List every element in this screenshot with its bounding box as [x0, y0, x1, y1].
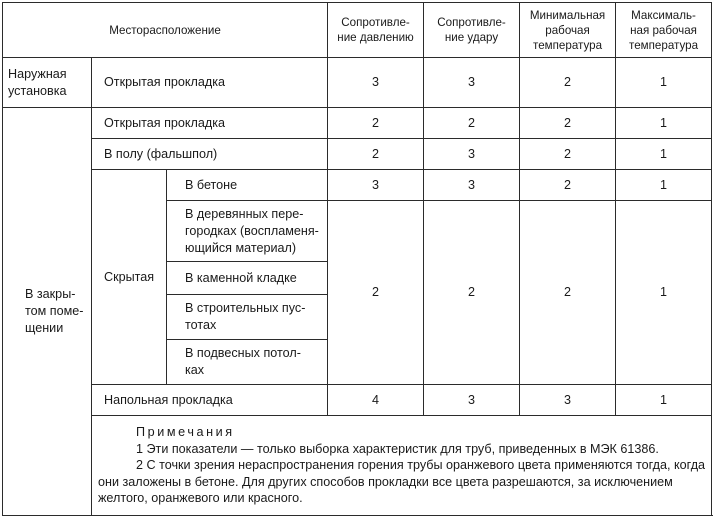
table-row: [3, 58, 712, 108]
notes-title: Примечания: [136, 425, 235, 440]
cell-impact: 3: [424, 385, 520, 416]
cell-impact: 2: [424, 201, 520, 385]
row-label: Открытая прокладка: [92, 108, 328, 139]
cell-pressure: 4: [328, 385, 424, 416]
table-row: [3, 108, 712, 139]
table-row: [3, 385, 712, 416]
cell-min-temp: 3: [520, 385, 616, 416]
cell-impact: 2: [424, 108, 520, 139]
cell-max-temp: 1: [616, 201, 712, 385]
cell-impact: 3: [424, 139, 520, 170]
cell-pressure: 2: [328, 201, 424, 385]
table-row: [3, 139, 712, 170]
cell-max-temp: 1: [616, 170, 712, 201]
header-impact: Сопротивле- ние удару: [424, 3, 520, 58]
row-label: В деревянных пере- городках (воспламеня- ющийся материал): [167, 201, 328, 262]
group-outdoor: Наружная установка: [3, 58, 92, 108]
group-hidden: Скрытая: [92, 170, 167, 385]
cell-max-temp: 1: [616, 58, 712, 108]
cell-min-temp: 2: [520, 139, 616, 170]
row-label: В каменной кладке: [167, 262, 328, 295]
cell-min-temp: 2: [520, 170, 616, 201]
header-max-temp: Максималь- ная рабочая температура: [616, 3, 712, 58]
cell-max-temp: 1: [616, 139, 712, 170]
cell-min-temp: 2: [520, 108, 616, 139]
notes-block: [92, 416, 712, 516]
note-1: 1 Эти показатели — только выборка характеристик для труб, приведенных в МЭК 61386.: [136, 441, 659, 456]
document-page: [2, 2, 711, 523]
header-min-temp: Минимальная рабочая температура: [520, 3, 616, 58]
row-label: Открытая прокладка: [92, 58, 328, 108]
cell-pressure: 2: [328, 108, 424, 139]
notes-row: [3, 416, 712, 516]
pipe-characteristics-table: [2, 2, 712, 516]
group-indoor: В закры- том поме- щении: [3, 108, 92, 516]
note-2: 2 С точки зрения нераспространения горения трубы оранжевого цвета применяются тогда, когда они заложены в бетоне. Для других способов прокладки все цвета разрешаются, за исключением желтого, оранжевого или красного.: [98, 458, 706, 506]
cell-min-temp: 2: [520, 201, 616, 385]
row-label: В подвесных потол- ках: [167, 340, 328, 385]
cell-max-temp: 1: [616, 108, 712, 139]
header-row: [3, 3, 712, 58]
header-pressure: Сопротивле- ние давлению: [328, 3, 424, 58]
row-label: В бетоне: [167, 170, 328, 201]
row-label: Напольная прокладка: [92, 385, 328, 416]
cell-max-temp: 1: [616, 385, 712, 416]
cell-impact: 3: [424, 170, 520, 201]
cell-pressure: 3: [328, 58, 424, 108]
cell-impact: 3: [424, 58, 520, 108]
cell-pressure: 2: [328, 139, 424, 170]
header-location: Месторасположение: [3, 3, 328, 58]
row-label: В полу (фальшпол): [92, 139, 328, 170]
row-label: В строительных пус- тотах: [167, 295, 328, 340]
cell-min-temp: 2: [520, 58, 616, 108]
cell-pressure: 3: [328, 170, 424, 201]
table-row: [3, 170, 712, 201]
